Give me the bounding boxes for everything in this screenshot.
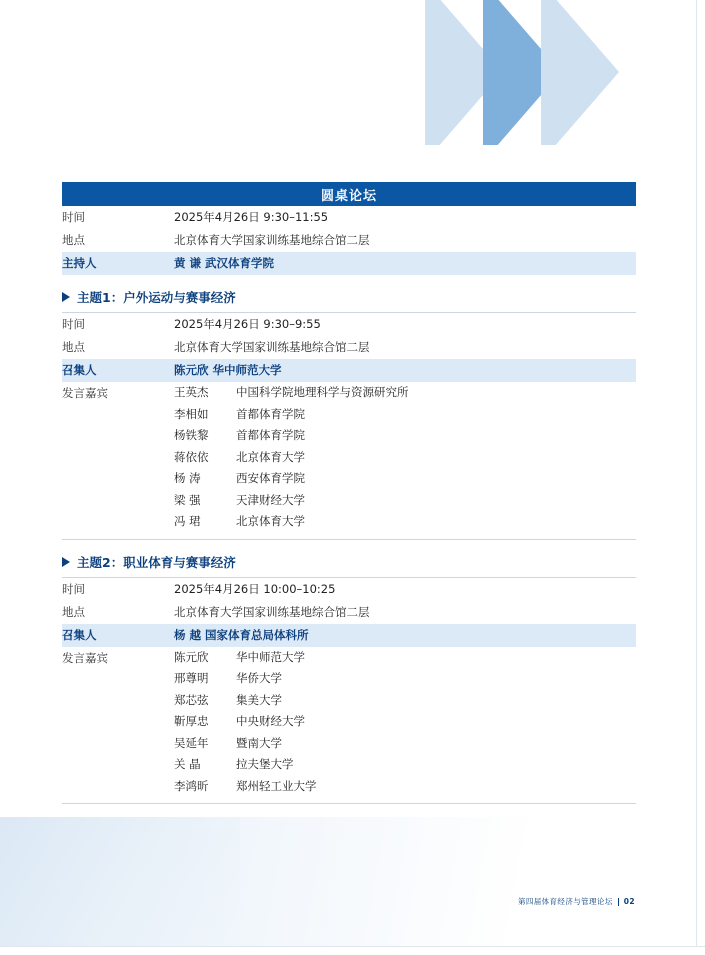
- divider: [62, 803, 636, 804]
- guest-affiliation: 西安体育学院: [236, 471, 305, 485]
- row-label: 发言嘉宾: [62, 386, 108, 400]
- chevron-shape-light-2: [541, 0, 619, 145]
- guest-name: 郑芯弦: [174, 692, 209, 707]
- list-item: [174, 490, 636, 512]
- table-row: [62, 601, 636, 624]
- table-row: [62, 578, 636, 601]
- list-item: [174, 668, 636, 690]
- guest-affiliation: 郑州轻工业大学: [236, 778, 317, 793]
- divider: [62, 539, 636, 540]
- list-item: [174, 690, 636, 712]
- row-value: 杨 越 国家体育总局体科所: [174, 624, 636, 647]
- row-label: 地点: [62, 604, 85, 619]
- document-content: [62, 182, 636, 804]
- row-value: 2025年4月26日 9:30–11:55: [174, 210, 329, 224]
- table-row-highlight: [62, 359, 636, 382]
- row-value: 黄 谦 武汉体育学院: [174, 252, 636, 275]
- section-2-info-table: [62, 578, 636, 798]
- table-row-highlight: [62, 624, 636, 647]
- guest-name: 李相如: [174, 406, 209, 421]
- triangle-bullet-icon: [62, 292, 70, 302]
- page-footer: [518, 896, 635, 907]
- guest-affiliation: 华侨大学: [236, 671, 282, 685]
- guest-name: 冯 珺: [174, 514, 201, 528]
- row-label: 发言嘉宾: [62, 650, 108, 665]
- page-title: 圆桌论坛: [62, 182, 636, 206]
- list-item: [174, 754, 636, 776]
- section-heading-text: 主题1：户外运动与赛事经济: [77, 290, 236, 305]
- list-item: [174, 382, 636, 404]
- list-item: [174, 776, 636, 798]
- guest-affiliation: 拉夫堡大学: [236, 757, 294, 771]
- table-row: [62, 229, 636, 252]
- guest-list: [174, 647, 636, 798]
- page-right-edge: [696, 0, 705, 955]
- guest-name: 梁 强: [174, 492, 201, 507]
- guest-name: 杨 涛: [174, 471, 201, 485]
- footer-divider-icon: [618, 898, 619, 906]
- section-heading-text: 主题2：职业体育与赛事经济: [77, 554, 236, 570]
- guest-affiliation: 天津财经大学: [236, 492, 305, 507]
- page-bottom-edge: [0, 946, 705, 955]
- guest-name: 吴延年: [174, 735, 209, 750]
- decorative-chevrons: [425, 0, 645, 145]
- triangle-bullet-icon: [62, 557, 70, 567]
- table-row: [62, 313, 636, 336]
- guest-affiliation: 北京体育大学: [236, 514, 305, 528]
- guest-name: 蒋依依: [174, 449, 209, 464]
- guest-list: [174, 382, 636, 533]
- row-value: 北京体育大学国家训练基地综合馆二层: [174, 233, 370, 247]
- list-item: [174, 733, 636, 755]
- guest-affiliation: 首都体育学院: [236, 428, 305, 442]
- row-value: 2025年4月26日 9:30–9:55: [174, 317, 321, 331]
- guest-affiliation: 中央财经大学: [236, 714, 305, 728]
- guest-name: 靳厚忠: [174, 714, 209, 728]
- list-item: [174, 447, 636, 469]
- row-label: 地点: [62, 340, 85, 354]
- list-item: [174, 511, 636, 533]
- table-row-guests: [62, 382, 636, 533]
- section-heading-1: [62, 288, 636, 306]
- guest-name: 杨铁黎: [174, 428, 209, 442]
- section-1-info-table: [62, 313, 636, 533]
- guest-name: 陈元欣: [174, 649, 209, 664]
- table-row: [62, 206, 636, 229]
- list-item: [174, 425, 636, 447]
- section-heading-2: [62, 553, 636, 571]
- row-label: 时间: [62, 317, 85, 331]
- row-label: 召集人: [62, 359, 174, 382]
- list-item: [174, 647, 636, 669]
- guest-affiliation: 首都体育学院: [236, 406, 305, 421]
- guest-name: 王英杰: [174, 385, 209, 399]
- table-row-highlight: [62, 252, 636, 275]
- row-label: 地点: [62, 233, 85, 247]
- guest-affiliation: 暨南大学: [236, 735, 282, 750]
- row-label: 时间: [62, 581, 85, 596]
- table-row: [62, 336, 636, 359]
- row-label: 时间: [62, 210, 85, 224]
- row-value: 北京体育大学国家训练基地综合馆二层: [174, 340, 370, 354]
- page-number: 02: [623, 897, 635, 906]
- main-info-table: [62, 206, 636, 275]
- guest-affiliation: 北京体育大学: [236, 449, 305, 464]
- guest-name: 邢尊明: [174, 671, 209, 685]
- guest-affiliation: 集美大学: [236, 692, 282, 707]
- guest-affiliation: 中国科学院地理科学与资源研究所: [236, 385, 409, 399]
- row-value: 2025年4月26日 10:00–10:25: [174, 581, 336, 596]
- guest-affiliation: 华中师范大学: [236, 649, 305, 664]
- list-item: [174, 404, 636, 426]
- bottom-gradient-band-left: [0, 817, 240, 947]
- list-item: [174, 468, 636, 490]
- row-value: 陈元欣 华中师范大学: [174, 359, 636, 382]
- list-item: [174, 711, 636, 733]
- row-value: 北京体育大学国家训练基地综合馆二层: [174, 604, 370, 619]
- row-label: 召集人: [62, 624, 174, 647]
- footer-text: 第四届体育经济与管理论坛: [517, 897, 613, 906]
- row-label: 主持人: [62, 252, 174, 275]
- guest-name: 关 晶: [174, 757, 201, 771]
- table-row-guests: [62, 647, 636, 798]
- guest-name: 李鸿昕: [174, 778, 209, 793]
